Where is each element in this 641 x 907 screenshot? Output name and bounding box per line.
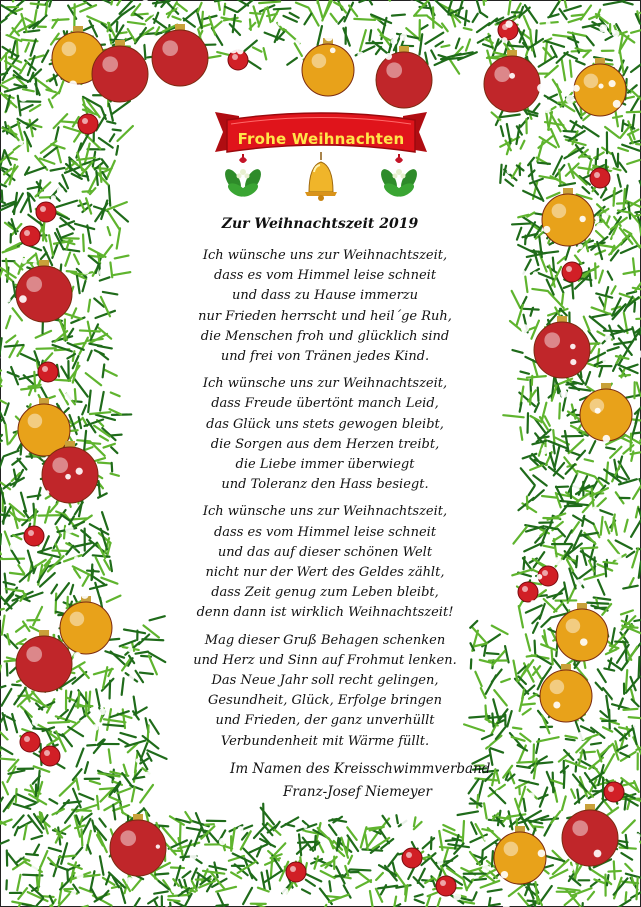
poem-line: und das auf dieser schönen Welt <box>217 544 433 560</box>
poem <box>150 246 500 759</box>
poem-line: die Sorgen aus dem Herzen treibt, <box>210 436 440 452</box>
stanza-4 <box>150 631 500 752</box>
poem-line: dass Freude übertönt manch Leid, <box>211 396 439 412</box>
poem-line: das Glück uns stets gewogen bleibt, <box>206 416 444 432</box>
stanza-1 <box>150 246 500 367</box>
stanza-3 <box>150 502 500 623</box>
christmas-ornament <box>376 52 432 108</box>
poem-line: dass es vom Himmel leise schneit <box>213 268 437 284</box>
christmas-ornament <box>92 46 148 102</box>
poem-line: und Frieden, der ganz unverhüllt <box>215 713 435 729</box>
christmas-ornament <box>302 44 354 96</box>
holly-berries <box>78 114 98 134</box>
christmas-ornament <box>556 609 608 661</box>
christmas-ornament <box>562 810 618 866</box>
christmas-ornament <box>542 194 594 246</box>
christmas-ornament <box>484 56 540 112</box>
christmas-ornament <box>534 322 590 378</box>
christmas-ornament <box>574 64 626 116</box>
poem-line: dass es vom Himmel leise schneit <box>213 524 437 540</box>
bell-icon <box>305 152 337 201</box>
holly-berries <box>286 862 306 882</box>
christmas-ornament <box>16 636 72 692</box>
signature-name: Franz-Josef Niemeyer <box>283 784 432 800</box>
poem-line: die Liebe immer überwiegt <box>235 457 415 473</box>
poem-line: Mag dieser Gruß Behagen schenken <box>204 632 446 648</box>
poem-line: Das Neue Jahr soll recht gelingen, <box>211 673 439 689</box>
holly-berries <box>604 782 624 802</box>
holly-berries <box>562 262 582 282</box>
holly-berries <box>402 848 422 868</box>
poem-line: und Herz und Sinn auf Frohmut lenken. <box>193 652 457 668</box>
holly-berries <box>40 746 60 766</box>
poem-line: Gesundheit, Glück, Erfolge bringen <box>208 693 442 709</box>
poem-line: Verbundenheit mit Wärme füllt. <box>220 733 430 749</box>
holly-berries <box>590 168 610 188</box>
christmas-ornament <box>16 266 72 322</box>
mistletoe-icon-right <box>378 154 420 199</box>
poem-line: und frei von Tränen jedes Kind. <box>220 349 430 365</box>
christmas-ornament <box>540 670 592 722</box>
mistletoe-icon-left <box>222 154 264 199</box>
page-title: Zur Weihnachtszeit 2019 <box>221 216 419 232</box>
poem-line: nur Frieden herrscht und heil´ge Ruh, <box>198 308 452 324</box>
christmas-ornament <box>580 389 632 441</box>
greeting-banner <box>205 102 437 202</box>
holly-berries <box>38 362 58 382</box>
banner-title: Frohe Weihnachten <box>237 130 405 148</box>
holly-berries <box>24 526 44 546</box>
holly-berries <box>20 226 40 246</box>
poem-line: Ich wünsche uns zur Weihnachtszeit, <box>202 248 448 263</box>
banner-ribbon-icon <box>205 102 437 202</box>
poem-line: die Menschen froh und glücklich sind <box>200 328 450 344</box>
poem-line: denn dann ist wirklich Weihnachtszeit! <box>196 605 454 621</box>
poem-line: und Toleranz den Hass besiegt. <box>221 477 429 493</box>
poem-line: und dass zu Hause immerzu <box>232 288 418 304</box>
poem-line: nicht nur der Wert des Geldes zählt, <box>205 565 445 581</box>
signature-organization: Im Namen des Kreisschwimmverband <box>230 761 491 777</box>
holly-berries <box>36 202 56 222</box>
holly-berries <box>436 876 456 896</box>
poem-line: Ich wünsche uns zur Weihnachtszeit, <box>202 376 448 392</box>
poem-line: dass Zeit genug zum Leben bleibt, <box>211 585 439 601</box>
holly-berries <box>518 582 538 602</box>
christmas-ornament <box>152 30 208 86</box>
poem-line: Ich wünsche uns zur Weihnachtszeit, <box>202 504 448 520</box>
holly-berries <box>20 732 40 752</box>
christmas-ornament <box>60 602 112 654</box>
stanza-2 <box>150 374 500 495</box>
